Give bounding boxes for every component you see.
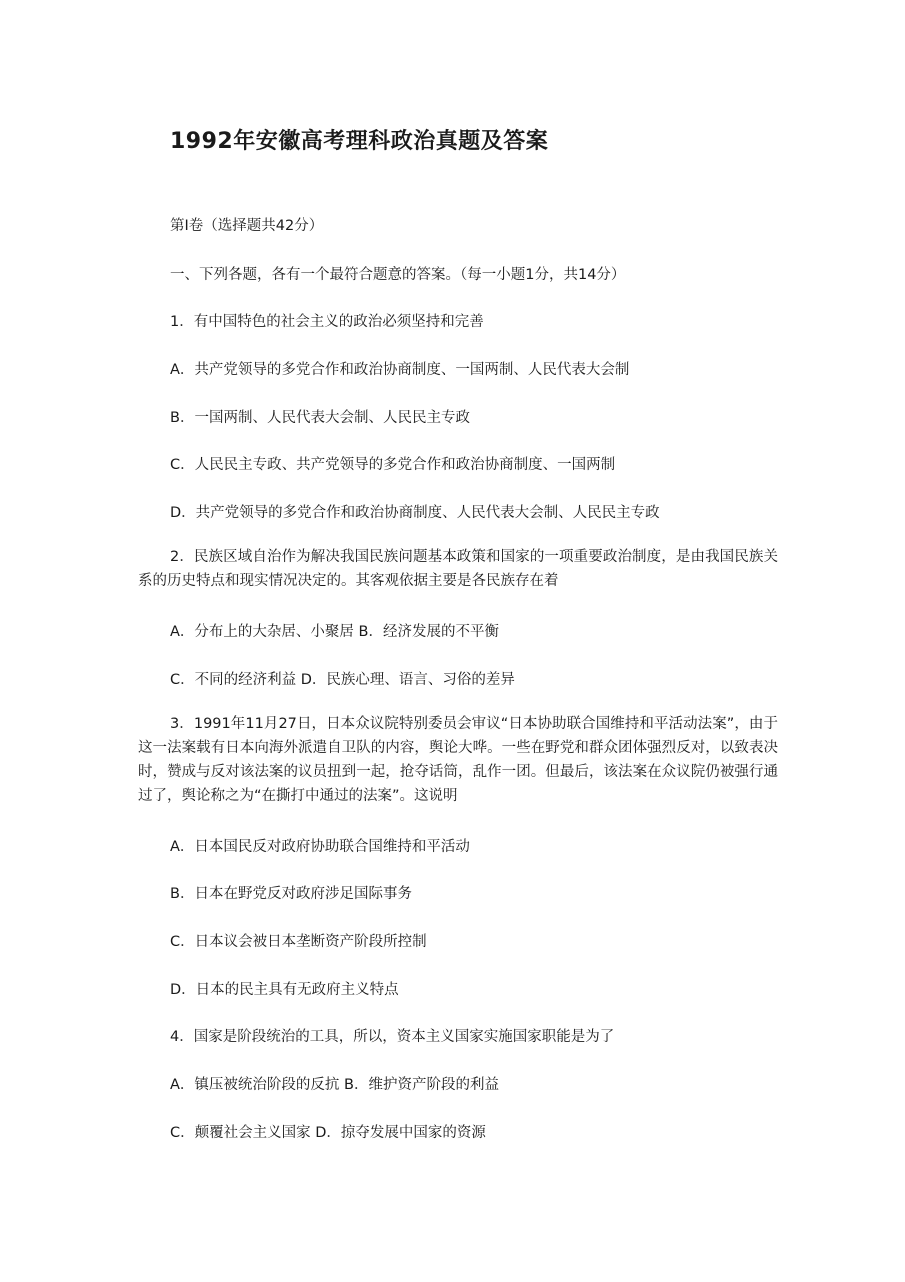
question-3-stem: 3．1991年11月27日，日本众议院特别委员会审议“日本协助联合国维持和平活动法案”，由于这一法案载有日本向海外派遣自卫队的内容，舆论大哗。一些在野党和群众团体强烈反对，以致表决时，赞成与反对该法案的议员扭到一起，抢夺话筒，乱作一团。但最后，该法案在众议院仍被强行通过了，舆论称之为“在撕打中通过的法案”。这说明 [138,716,778,804]
part-instruction: 一、下列各题，各有一个最符合题意的答案。（每一小题1分，共14分） [170,267,626,283]
question-4-stem: 4．国家是阶段统治的工具，所以，资本主义国家实施国家职能是为了 [170,1029,615,1045]
question-2-stem: 2．民族区域自治作为解决我国民族问题基本政策和国家的一项重要政治制度，是由我国民族关系的历史特点和现实情况决定的。其客观依据主要是各民族存在着 [138,549,778,589]
question-1-option-d: D．共产党领导的多党合作和政治协商制度、人民代表大会制、人民民主专政 [170,505,660,521]
question-2-options-ab: A．分布上的大杂居、小聚居 B．经济发展的不平衡 [170,624,499,640]
question-4-options-ab: A．镇压被统治阶段的反抗 B．维护资产阶段的利益 [170,1077,499,1093]
question-1-stem: 1．有中国特色的社会主义的政治必须坚持和完善 [170,314,484,330]
question-4-options-cd: C．颠覆社会主义国家 D．掠夺发展中国家的资源 [170,1125,486,1141]
question-3-option-b: B．日本在野党反对政府涉足国际事务 [170,886,412,902]
question-3-option-c: C．日本议会被日本垄断资产阶段所控制 [170,934,427,950]
document-title: 1992年安徽高考理科政治真题及答案 [170,129,549,154]
question-1-option-a: A．共产党领导的多党合作和政治协商制度、一国两制、人民代表大会制 [170,362,630,378]
section-label: 第I卷（选择题共42分） [170,218,324,234]
question-1-option-c: C．人民民主专政、共产党领导的多党合作和政治协商制度、一国两制 [170,457,616,473]
question-3-option-d: D．日本的民主具有无政府主义特点 [170,982,399,998]
question-3-option-a: A．日本国民反对政府协助联合国维持和平活动 [170,839,470,855]
question-2-options-cd: C．不同的经济利益 D．民族心理、语言、习俗的差异 [170,672,515,688]
question-1-option-b: B．一国两制、人民代表大会制、人民民主专政 [170,410,470,426]
